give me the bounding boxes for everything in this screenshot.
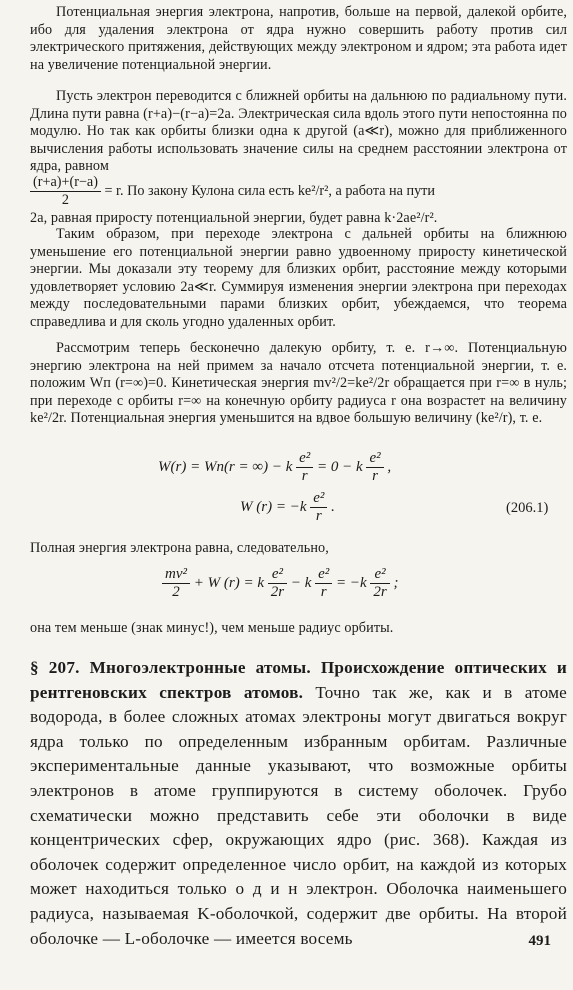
paragraph-conclusion [30,620,567,638]
equation-term: + W (r) = k [193,574,264,591]
paragraph-infinite-orbit [30,340,567,428]
fraction-denominator: 2 [61,192,70,208]
equation-potential-energy-2 [240,490,335,525]
equation-term: − k [290,574,312,591]
equation-term: = 0 − k [317,458,363,475]
section-207 [30,656,567,951]
paragraph-radial-path [30,88,567,176]
equation-term: W(r) = Wп(r = ∞) − k [158,458,293,475]
fraction-numerator: e² [315,566,332,584]
fraction-numerator: e² [310,490,327,508]
fraction-denominator: r [320,584,327,600]
mean-distance-fraction [30,174,101,209]
fraction-e2-over-2r [268,566,287,601]
paragraph-theorem [30,226,567,332]
equation-semicolon: ; [393,574,399,591]
fraction-e2-over-r [310,490,327,525]
fraction-e2-over-r [315,566,332,601]
fraction-numerator: e² [296,450,313,468]
paragraph-text: 2a, равная приросту потенциальной энергии, будет равна k·2ae²/r². [30,210,438,226]
paragraph-text: Пусть электрон переводится с ближней орбиты на дальнюю по радиальному пути. Длина пути равна (r+a)−(r−a)=2a. Электрическая сила вдоль этого пути непостоянна по модулю. Но так как орбиты близки одна к другой (a≪r), можно для приближенного вычисления работы использовать значение силы на среднем расстоянии электрона от ядра, равном [30,88,567,175]
fraction-e2-over-r [296,450,313,485]
equation-total-energy [162,566,399,601]
fraction-denominator: r [301,468,308,484]
equation-number: (206.1) [506,500,549,516]
paragraph-text: Полная энергия электрона равна, следовательно, [30,540,329,556]
fraction-denominator: 2 [172,584,180,600]
fraction-numerator: e² [370,566,389,584]
page-number: 491 [528,933,551,949]
section-body-text: Точно так же, как и в атоме водорода, в более сложных атомах электроны могут двигаться вокруг ядра только по определенным избранным орбитам. Различные экспериментальные данные указывают, что возможные орбиты электронов в атоме группируются в систему оболочек. Грубо схематически можно представить себе эти оболочки в виде концентрических сфер, окружающих ядро (рис. 368). Каждая из оболочек содержит определенное число орбит, на каждой из которых может находиться только о д и н электрон. Оболочка наименьшего радиуса, называемая K-оболочкой, содержит две орбиты. На второй оболочке — L-оболочке — имеется восемь [30,682,568,948]
fraction-denominator: 2r [270,584,285,600]
fraction-numerator: e² [366,450,383,468]
fraction-e2-over-2r [370,566,389,601]
paragraph-text: Потенциальная энергия электрона, напротив, больше на первой, далекой орбите, ибо для удаления электрона от ядра нужно совершить работу против сил электрического притяжения, действующих между электроном и ядром; эта работа идет на увеличение потенциальной энергии. [30,4,567,73]
equation-term: W (r) = −k [240,498,307,515]
fraction-denominator: r [372,468,378,484]
paragraph-total-energy-intro [30,540,567,558]
paragraph-text: она тем меньше (знак минус!), чем меньше радиус орбиты. [30,620,394,636]
equation-comma: , [387,458,392,475]
equation-term: = −k [336,574,367,591]
fraction-numerator: mv² [162,566,190,584]
paragraph-text: Рассмотрим теперь бесконечно далекую орбиту, т. е. r→∞. Потенциальную энергию электрона на ней примем за начало отсчета потенциальной энергии, т. е. положим Wп (r=∞)=0. Кинетическая энергия mv²/2=ke²/2r обращается при r=∞ в нуль; при переходе с орбиты r=∞ на конечную орбиту радиуса r она возрастет на величину ke²/2r. Потенциальная энергия уменьшится на вдвое большую величину (ke²/r), т. е. [30,340,567,427]
paragraph-text: Таким образом, при переходе электрона с дальней орбиты на ближнюю уменьшение его потенциальной энергии равно удвоенному приросту кинетической энергии. Мы доказали эту теорему для близких орбит, расстояние между которыми удовлетворяет условию 2a≪r. Суммируя изменения энергии электрона при переходах между последовательными парами близких орбит, убеждаемся, что теорема справедлива и для сколь угодно удаленных орбит. [30,226,567,330]
fraction-numerator: e² [268,566,287,584]
paragraph-potential-energy [30,4,567,74]
section-title: § 207. Многоэлектронные атомы. Происхождение оптических и рентгеновских спектров атомов. [30,658,567,702]
mean-distance-formula-line [30,174,567,209]
fraction-numerator: (r+a)+(r−a) [30,174,101,192]
equation-period: . [331,498,335,515]
fraction-mv2-over-2 [162,566,190,601]
fraction-denominator: r [315,508,322,524]
coulomb-law-text: = r. По закону Кулона сила есть ke²/r², а работа на пути [104,182,435,199]
fraction-e2-over-r [366,450,383,485]
equation-potential-energy-1 [158,450,391,485]
fraction-denominator: 2r [373,584,387,600]
paragraph-work-continuation [30,210,567,228]
